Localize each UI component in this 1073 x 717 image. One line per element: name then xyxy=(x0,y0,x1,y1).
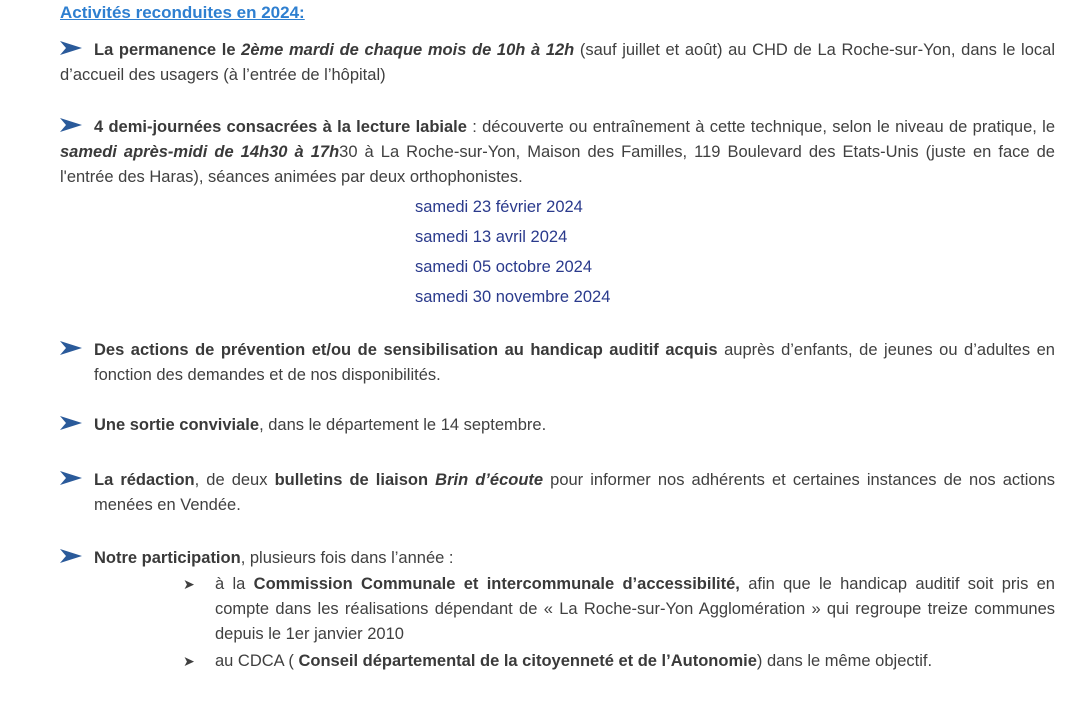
date-item: samedi 05 octobre 2024 xyxy=(415,258,593,276)
arrow-bullet-icon xyxy=(60,41,82,55)
triangle-bullet-icon: ➤ xyxy=(183,576,195,592)
date-item: samedi 23 février 2024 xyxy=(415,198,583,216)
list-item-redaction: La rédaction, de deux bulletins de liaison Brin d’écoute pour informer nos adhérents et certaines instances de nos actions menées en Vendée. xyxy=(60,468,1055,518)
list-item-prevention: Des actions de prévention et/ou de sensibilisation au handicap auditif acquis auprès d’enfants, de jeunes ou d’adultes en fonction des demandes et de nos disponibilités. xyxy=(60,338,1055,388)
date-item: samedi 30 novembre 2024 xyxy=(415,288,611,306)
section-heading: Activités reconduites en 2024: xyxy=(60,3,305,22)
sub-item-commission: ➤ à la Commission Communale et intercommunale d’accessibilité, afin que le handicap auditif soit pris en compte dans les réalisations dépendant de « La Roche-sur-Yon Agglomération » qui regroupe treize communes depuis le 1er janvier 2010 xyxy=(183,572,1055,647)
session-dates xyxy=(415,192,610,312)
triangle-bullet-icon: ➤ xyxy=(183,653,195,669)
list-item-permanence: La permanence le 2ème mardi de chaque mois de 10h à 12h (sauf juillet et août) au CHD de La Roche-sur-Yon, dans le local d’accueil des usagers (à l’entrée de l’hôpital) xyxy=(60,41,1055,84)
arrow-bullet-icon xyxy=(60,118,82,132)
list-item-participation: Notre participation, plusieurs fois dans l’année : xyxy=(60,546,1055,571)
sub-item-cdca: ➤ au CDCA ( Conseil départemental de la citoyenneté et de l’Autonomie) dans le même objectif. xyxy=(183,649,1063,674)
date-item: samedi 13 avril 2024 xyxy=(415,228,568,246)
arrow-bullet-icon xyxy=(60,341,82,355)
arrow-bullet-icon xyxy=(60,549,82,563)
list-item-sortie: Une sortie conviviale, dans le département le 14 septembre. xyxy=(60,413,1055,438)
list-item-lecture-labiale: 4 demi-journées consacrées à la lecture labiale : découverte ou entraînement à cette technique, selon le niveau de pratique, le samedi après-midi de 14h30 à 17h30 à La Roche-sur-Yon, Maison des Familles, 119 Boulevard des Etats-Unis (juste en face de l'entrée des Haras), séances animées par deux orthophonistes. xyxy=(60,118,1055,186)
arrow-bullet-icon xyxy=(60,416,82,430)
arrow-bullet-icon xyxy=(60,471,82,485)
